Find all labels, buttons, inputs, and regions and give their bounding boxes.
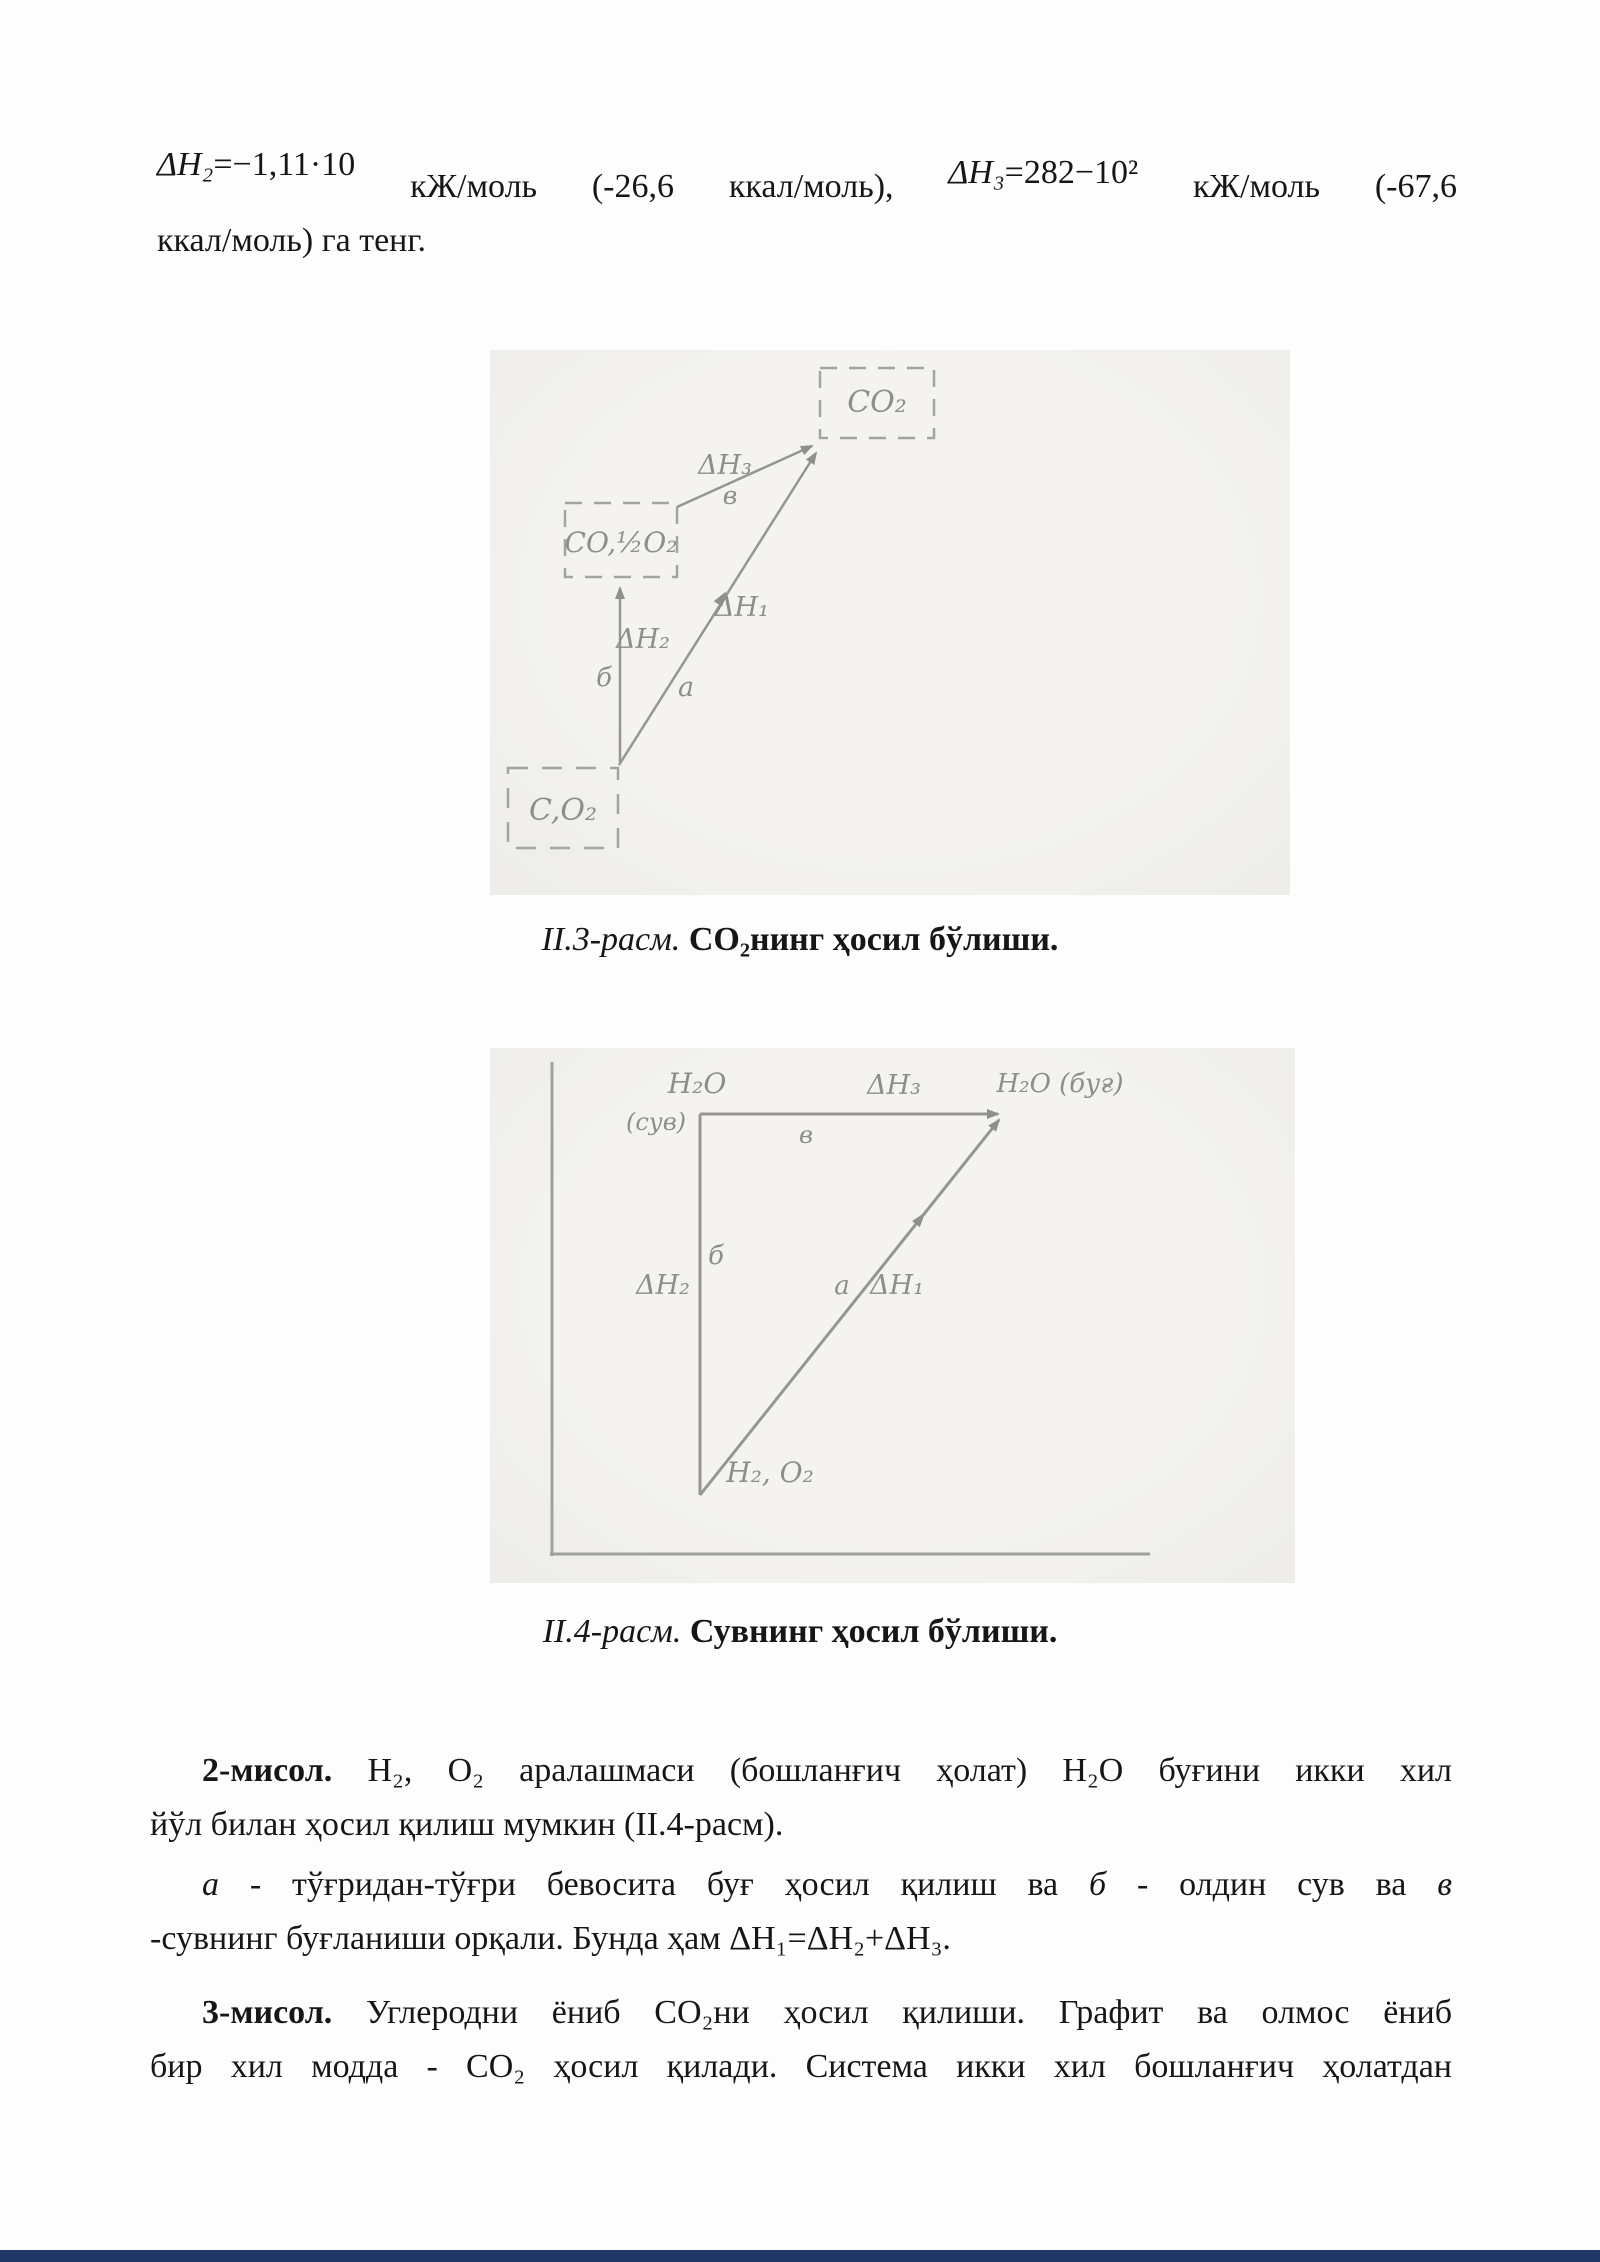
delta-h3-label: ΔH₃	[867, 1070, 921, 1101]
h2o-steam-label: H₂O (буғ)	[996, 1069, 1124, 1099]
delta-h1-label: ΔH₁	[870, 1270, 924, 1301]
formula-dh2-value: =−1,11·10	[213, 146, 356, 183]
paragraph-paths-line1	[150, 1858, 1452, 1912]
path-a-label: a	[677, 672, 695, 703]
path-b-label: б	[708, 1241, 724, 1271]
delta-h3-label: ΔH₃	[698, 450, 752, 481]
path-v-label: в	[722, 481, 738, 510]
formula-dh3-symbol: ΔH₃	[948, 154, 1005, 191]
formula-dh2-symbol: ΔH₂	[157, 146, 214, 183]
kcal-value-1: (-26,6	[591, 168, 675, 205]
formula-dh3	[948, 154, 1138, 192]
unit-kj-mol-1: кЖ/моль	[410, 168, 538, 205]
c-o2-box-label: C,O₂	[528, 793, 598, 828]
formula-dh2	[157, 146, 355, 184]
figure-water-formation	[490, 1048, 1295, 1583]
paragraph-paths-line2: -сувнинг буғланиши орқали. Бунда ҳам ΔH₁=ΔH₂+ΔH₃.	[150, 1920, 951, 1957]
path-a-label: a	[834, 1271, 850, 1301]
figure-co2-formation	[490, 350, 1290, 895]
path-b-label: б	[596, 663, 612, 693]
suv-label: (сув)	[625, 1108, 687, 1136]
path-b-ref: б	[1089, 1866, 1107, 1903]
formula-dh3-value: =282−10²	[1004, 154, 1139, 191]
figure-co2-caption-number: II.3-расм.	[541, 921, 681, 958]
paragraph-example2-line1	[150, 1744, 1452, 1798]
example2-lead: 2-мисол.	[202, 1752, 333, 1789]
path-v-ref: в	[1437, 1866, 1452, 1903]
figure-water-diagram	[490, 1048, 1295, 1583]
kcal-value-2: (-67,6	[1374, 168, 1457, 205]
paragraph-example3-line2: бир хил модда - CO₂ ҳосил қилади. Система икки хил бошланғич ҳолатдан	[150, 2048, 1452, 2085]
figure-water-caption	[0, 1610, 1600, 1654]
path-v-label: в	[799, 1121, 813, 1149]
page-bottom-bar	[0, 2250, 1600, 2262]
figure-co2-caption	[0, 918, 1600, 962]
example3-text: Углеродни ёниб CO₂ни ҳосил қилиши. Графит ва олмос ёниб	[332, 1994, 1452, 2031]
delta-h2-label: ΔH₂	[616, 624, 670, 655]
co2-box-label: CO₂	[847, 385, 907, 420]
paths-text-2: - олдин сув ва	[1106, 1866, 1438, 1903]
h2-o2-label: H₂, O₂	[726, 1456, 814, 1489]
figure-co2-diagram	[490, 350, 1290, 895]
formula-line-2: ккал/моль) га тенг.	[157, 222, 426, 259]
figure-co2-caption-title: CO₂нинг ҳосил бўлиши.	[680, 921, 1059, 958]
example3-lead: 3-мисол.	[202, 1994, 333, 2031]
paths-text-1: - тўғридан-тўғри бевосита буғ ҳосил қилиш ва	[219, 1866, 1089, 1903]
figure-water-caption-title: Сувнинг ҳосил бўлиши.	[681, 1613, 1058, 1650]
figure-water-caption-number: II.4-расм.	[542, 1613, 682, 1650]
delta-h2-label: ΔH₂	[636, 1270, 690, 1301]
paragraph-example2-line2: йўл билан ҳосил қилиш мумкин (II.4-расм).	[150, 1806, 784, 1843]
unit-kj-mol-2: кЖ/моль	[1193, 168, 1320, 205]
example2-text: H₂, O₂ аралашмаси (бошланғич ҳолат) H₂O буғини икки хил	[332, 1752, 1452, 1789]
delta-h1-label: ΔH₁	[715, 592, 769, 623]
path-a-ref: а	[202, 1866, 219, 1903]
delta-h1-arrow	[700, 1120, 999, 1495]
co-half-o2-box-label: CO,½O₂	[564, 526, 678, 559]
paragraph-example3-line1	[150, 1986, 1452, 2040]
unit-kcal-mol-1: ккал/моль),	[728, 168, 894, 205]
h2o-label: H₂O	[667, 1067, 727, 1100]
